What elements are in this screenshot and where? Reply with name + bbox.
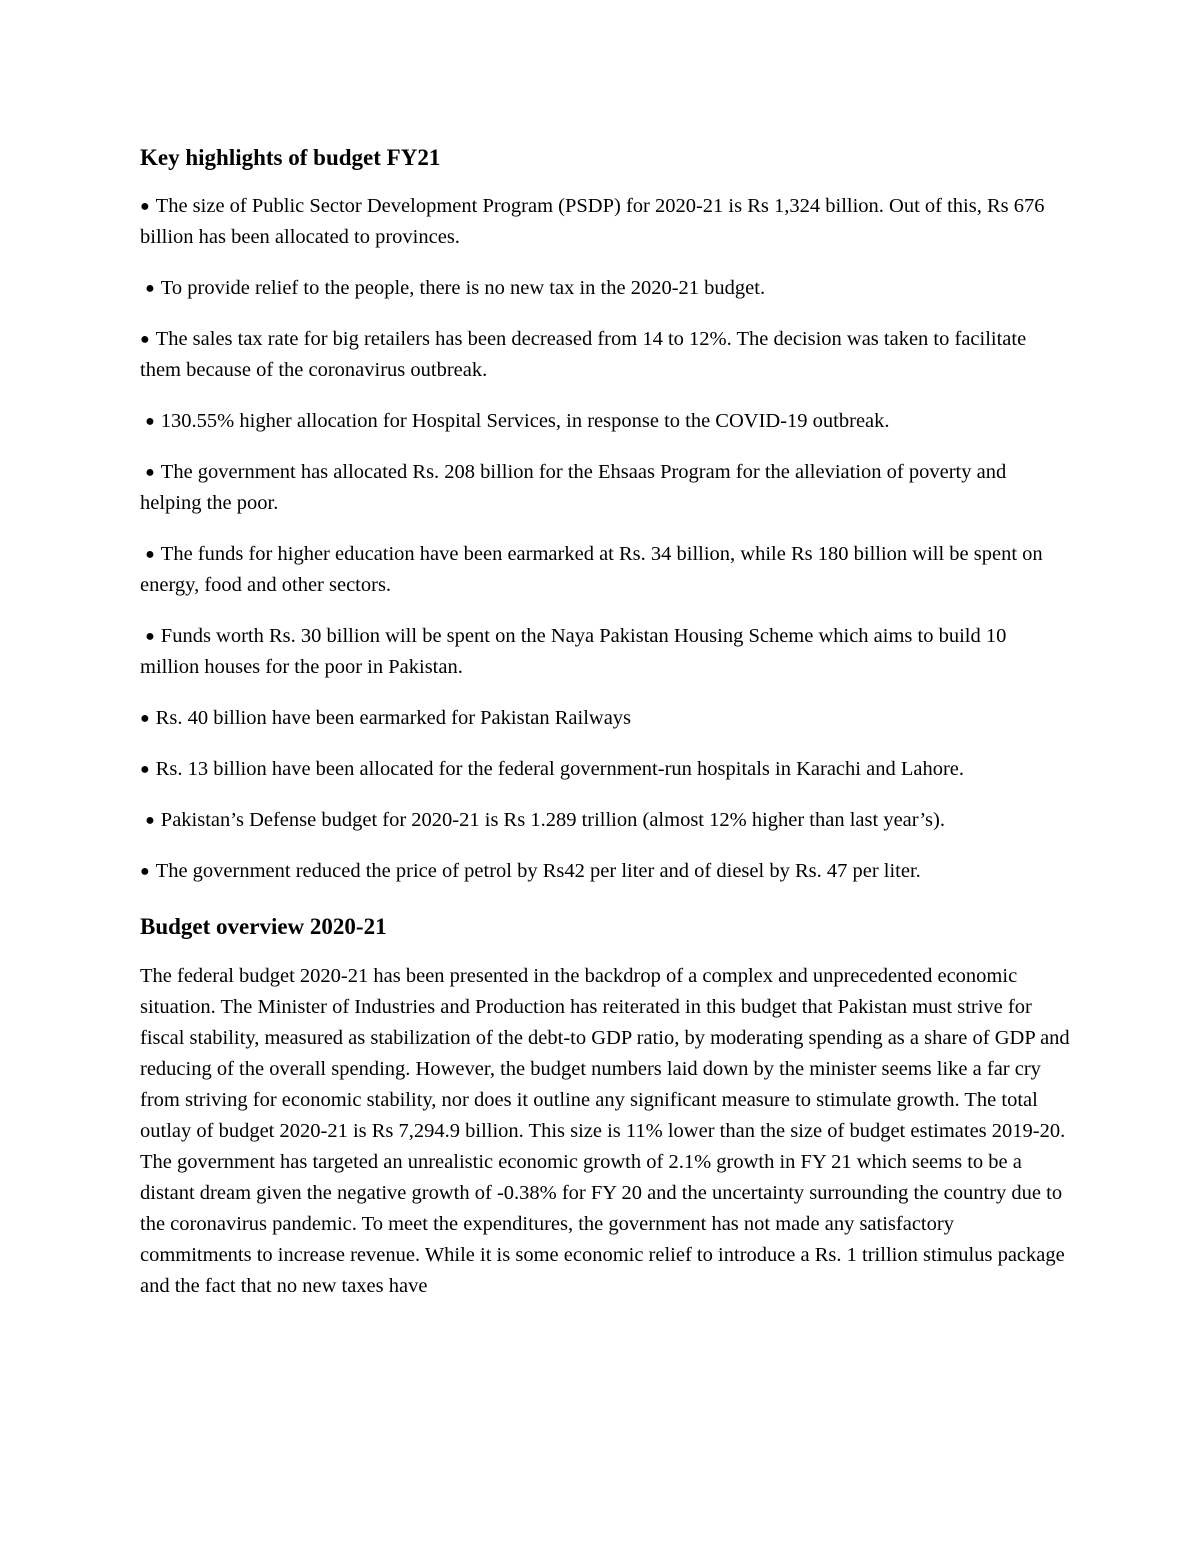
- list-item: [140, 191, 1070, 253]
- list-item-text: 130.55% higher allocation for Hospital Services, in response to the COVID-19 outbreak.: [160, 410, 890, 432]
- list-item: [140, 856, 1070, 887]
- list-item: [140, 805, 1070, 836]
- list-item: [140, 703, 1070, 734]
- list-item: [140, 273, 1070, 304]
- list-item: [140, 754, 1070, 785]
- bullet-icon: ●: [140, 198, 150, 215]
- list-item-text: The size of Public Sector Development Program (PSDP) for 2020-21 is Rs 1,324 billion. Out of this, Rs 676 billion has been allocated to provinces.: [140, 195, 1045, 248]
- list-item-text: To provide relief to the people, there is no new tax in the 2020-21 budget.: [160, 277, 766, 299]
- overview-paragraph: The federal budget 2020-21 has been presented in the backdrop of a complex and unprecedented economic situation. The Minister of Industries and Production has reiterated in this budget that Pakistan must strive for fiscal stability, measured as stabilization of the debt-to GDP ratio, by moderating spending as a share of GDP and reducing of the overall spending. However, the budget numbers laid down by the minister seems like a far cry from striving for economic stability, nor does it outline any significant measure to stimulate growth. The total outlay of budget 2020-21 is Rs 7,294.9 billion. This size is 11% lower than the size of budget estimates 2019-20. The government has targeted an unrealistic economic growth of 2.1% growth in FY 21 which seems to be a distant dream given the negative growth of -0.38% for FY 20 and the uncertainty surrounding the country due to the coronavirus pandemic. To meet the expenditures, the government has not made any satisfactory commitments to increase revenue. While it is some economic relief to introduce a Rs. 1 trillion stimulus package and the fact that no new taxes have: [140, 965, 1070, 1297]
- list-item-text: Rs. 13 billion have been allocated for the federal government-run hospitals in Karachi and Lahore.: [155, 758, 965, 780]
- list-item-text: The government reduced the price of petrol by Rs42 per liter and of diesel by Rs. 47 per liter.: [155, 860, 921, 882]
- list-item-text: Funds worth Rs. 30 billion will be spent on the Naya Pakistan Housing Scheme which aims to build 10 million houses for the poor in Pakistan.: [140, 625, 1007, 678]
- list-item: [140, 621, 1070, 683]
- bullet-icon: ●: [140, 761, 150, 778]
- list-item: [140, 457, 1070, 519]
- bullet-icon: ●: [145, 464, 155, 481]
- bullet-icon: ●: [145, 812, 155, 829]
- list-item: [140, 539, 1070, 601]
- list-item: [140, 324, 1070, 386]
- list-item-text: The funds for higher education have been earmarked at Rs. 34 billion, while Rs 180 billion will be spent on energy, food and other sectors.: [140, 543, 1043, 596]
- heading-key-highlights: Key highlights of budget FY21: [140, 145, 441, 170]
- document-content: [140, 138, 1070, 1302]
- bullet-icon: ●: [145, 546, 155, 563]
- bullet-icon: ●: [140, 863, 150, 880]
- bullet-icon: ●: [145, 413, 155, 430]
- list-item-text: The government has allocated Rs. 208 billion for the Ehsaas Program for the alleviation of poverty and helping the poor.: [140, 461, 1007, 514]
- list-item-text: Pakistan’s Defense budget for 2020-21 is Rs 1.289 trillion (almost 12% higher than last year’s).: [160, 809, 945, 831]
- list-item-text: The sales tax rate for big retailers has been decreased from 14 to 12%. The decision was taken to facilitate them because of the coronavirus outbreak.: [140, 328, 1027, 381]
- list-item-text: Rs. 40 billion have been earmarked for Pakistan Railways: [155, 707, 632, 729]
- list-item: [140, 406, 1070, 437]
- highlights-list: [140, 191, 1070, 887]
- bullet-icon: ●: [145, 280, 155, 297]
- bullet-icon: ●: [140, 710, 150, 727]
- heading-budget-overview: Budget overview 2020-21: [140, 914, 387, 939]
- bullet-icon: ●: [145, 628, 155, 645]
- bullet-icon: ●: [140, 331, 150, 348]
